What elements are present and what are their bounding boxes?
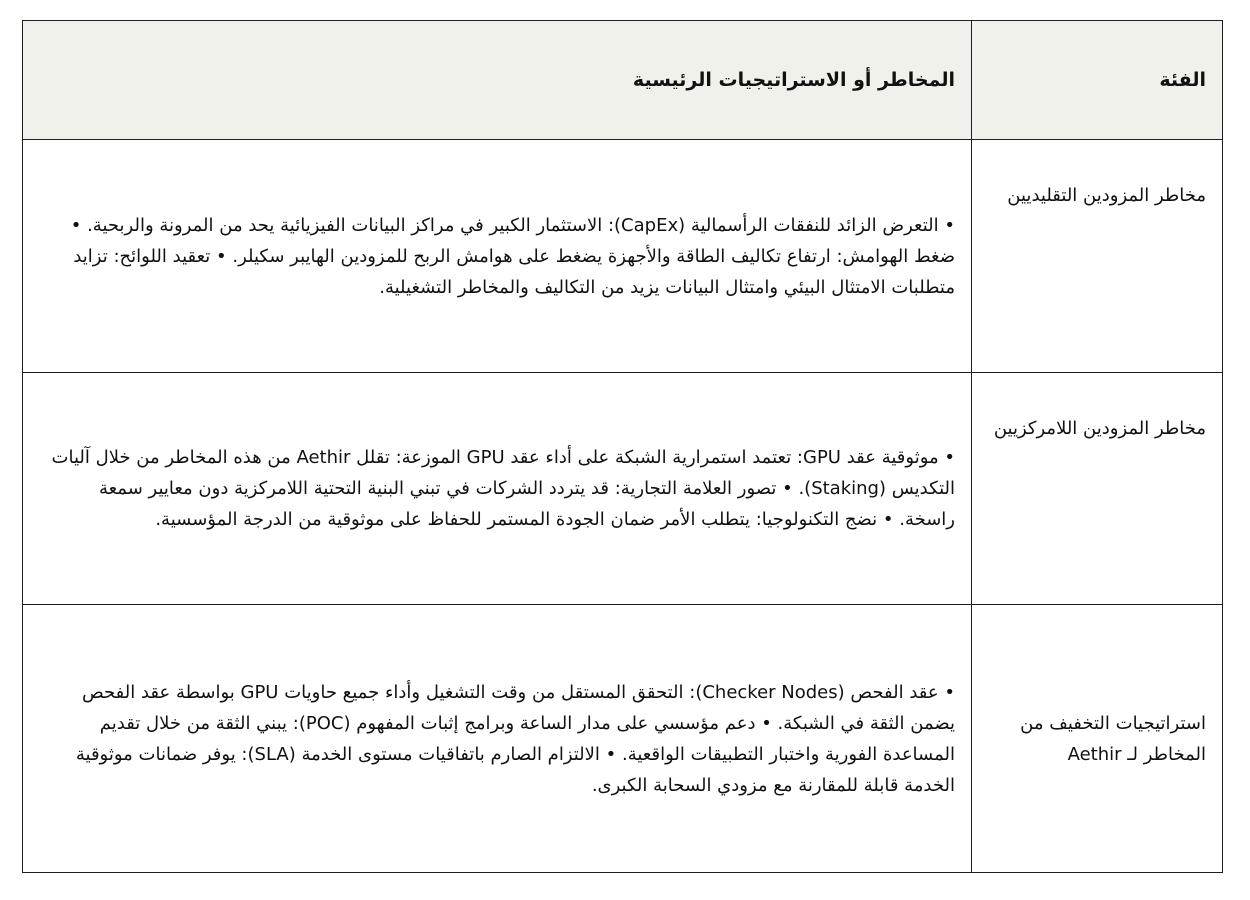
category-cell <box>972 373 1223 605</box>
content-text: • عقد الفحص (Checker Nodes): التحقق المستقل من وقت التشغيل وأداء جميع حاويات GPU بواسطة عقد الفحص يضمن الثقة في الشبكة. • دعم مؤسسي على مدار الساعة وبرامج إثبات المفهوم (POC): يبني الثقة من خلال تقديم المساعدة الفورية واختبار التطبيقات الواقعية. • الالتزام الصارم باتفاقيات مستوى الخدمة (SLA): يوفر ضمانات موثوقية الخدمة قابلة للمقارنة مع مزودي السحابة الكبرى. <box>75 681 955 796</box>
table-row <box>23 140 1223 373</box>
category-label: استراتيجيات التخفيف من المخاطر لـ Aethir <box>1020 712 1206 765</box>
content-text: • التعرض الزائد للنفقات الرأسمالية (CapEx): الاستثمار الكبير في مراكز البيانات الفيزيائية يحد من المرونة والربحية. • ضغط الهوامش: ارتفاع تكاليف الطاقة والأجهزة يضغط على هوامش الربح للمزودين الهايبر سكيلر. • تعقيد اللوائح: تزايد متطلبات الامتثال البيئي وامتثال البيانات يزيد من التكاليف والمخاطر التشغيلية. <box>70 214 955 298</box>
content-text: • موثوقية عقد GPU: تعتمد استمرارية الشبكة على أداء عقد GPU الموزعة: تقلل Aethir من هذه المخاطر من خلال آليات التكديس (Staking). • تصور العلامة التجارية: قد يتردد الشركات في تبني البنية التحتية اللامركزية دون معايير سمعة راسخة. • نضج التكنولوجيا: يتطلب الأمر ضمان الجودة المستمر للحفاظ على موثوقية من الدرجة المؤسسية. <box>51 447 955 530</box>
category-label: مخاطر المزودين اللامركزيين <box>993 418 1206 439</box>
category-label: مخاطر المزودين التقليديين <box>1007 185 1206 206</box>
content-cell <box>23 373 972 605</box>
content-cell <box>23 140 972 373</box>
table-row <box>23 605 1223 873</box>
content-cell <box>23 605 972 873</box>
table-row <box>23 373 1223 605</box>
category-cell <box>972 140 1223 373</box>
header-category-label: الفئة <box>1159 69 1206 91</box>
header-content-label: المخاطر أو الاستراتيجيات الرئيسية <box>632 69 955 91</box>
header-category-cell <box>972 21 1223 140</box>
header-content-cell <box>23 21 972 140</box>
table-header-row <box>23 21 1223 140</box>
risk-table <box>22 20 1223 873</box>
category-cell <box>972 605 1223 873</box>
